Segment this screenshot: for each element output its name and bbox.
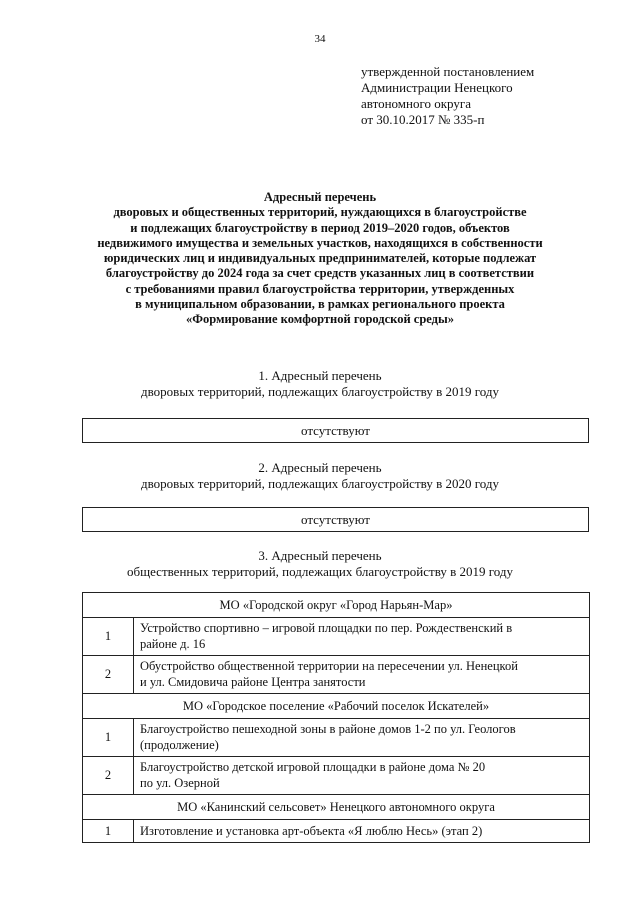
- title-line: благоустройству до 2024 года за счет средств указанных лиц в соответствии: [105, 266, 535, 281]
- description-line: Благоустройство пешеходной зоны в районе домов 1-2 по ул. Геологов: [140, 722, 516, 736]
- section-title: 2. Адресный перечень: [258, 460, 382, 475]
- description-line: и ул. Смидовича районе Центра занятости: [140, 675, 366, 689]
- group-header-row: [83, 795, 590, 820]
- row-number: 1: [83, 719, 134, 757]
- section-title: 3. Адресный перечень: [258, 548, 382, 563]
- group-name: МО «Городское поселение «Рабочий поселок Искателей»: [83, 694, 590, 719]
- approval-line: от 30.10.2017 № 335-п: [361, 112, 485, 127]
- section-2-status-box: отсутствуют: [82, 507, 589, 532]
- section-subtitle: дворовых территорий, подлежащих благоустройству в 2019 году: [141, 384, 499, 399]
- row-number: 1: [83, 820, 134, 843]
- page-number: 34: [314, 33, 326, 45]
- title-line: и подлежащих благоустройству в период 2019–2020 годов, объектов: [130, 220, 510, 235]
- description-line: Благоустройство детской игровой площадки в районе дома № 20: [140, 760, 486, 774]
- section-2-heading: [60, 460, 580, 492]
- title-line: Адресный перечень: [263, 190, 377, 204]
- row-description: [134, 656, 590, 694]
- public-territories-table: [82, 592, 590, 843]
- description-line: по ул. Озерной: [140, 776, 220, 790]
- group-name: МО «Канинский сельсовет» Ненецкого автономного округа: [83, 795, 590, 820]
- title-line: дворовых и общественных территорий, нуждающихся в благоустройстве: [113, 205, 527, 220]
- approval-line: Администрации Ненецкого: [361, 80, 513, 95]
- section-3-heading: [60, 548, 580, 580]
- row-description: [134, 820, 590, 843]
- title-line: «Формирование комфортной городской среды»: [185, 312, 454, 327]
- approval-line: утвержденной постановлением: [361, 64, 535, 79]
- row-number: 1: [83, 618, 134, 656]
- section-subtitle: общественных территорий, подлежащих благоустройству в 2019 году: [126, 564, 514, 579]
- section-1-status-box: отсутствуют: [82, 418, 589, 443]
- group-header-row: [83, 694, 590, 719]
- group-name: МО «Городской округ «Город Нарьян-Мар»: [83, 593, 590, 618]
- description-line: Устройство спортивно – игровой площадки по пер. Рождественский в: [140, 621, 513, 635]
- title-line: с требованиями правил благоустройства территории, утвержденных: [125, 281, 515, 296]
- table-row: [83, 820, 590, 843]
- table-row: [83, 618, 590, 656]
- description-line: районе д. 16: [140, 637, 206, 651]
- row-description: [134, 618, 590, 656]
- row-description: [134, 719, 590, 757]
- table-row: [83, 719, 590, 757]
- section-subtitle: дворовых территорий, подлежащих благоустройству в 2020 году: [141, 476, 499, 491]
- description-line: Обустройство общественной территории на пересечении ул. Ненецкой: [140, 659, 518, 673]
- section-title: 1. Адресный перечень: [258, 368, 382, 383]
- document-title: [60, 190, 580, 328]
- title-line: в муниципальном образовании, в рамках регионального проекта: [135, 297, 505, 312]
- approval-block: [361, 64, 534, 128]
- approval-line: автономного округа: [361, 96, 471, 111]
- description-line: (продолжение): [140, 738, 219, 752]
- row-number: 2: [83, 757, 134, 795]
- group-header-row: [83, 593, 590, 618]
- row-number: 2: [83, 656, 134, 694]
- row-description: [134, 757, 590, 795]
- title-line: недвижимого имущества и земельных участков, находящихся в собственности: [97, 235, 543, 250]
- description-line: Изготовление и установка арт-объекта «Я люблю Несь» (этап 2): [140, 823, 483, 838]
- title-line: юридических лиц и индивидуальных предпринимателей, которые подлежат: [103, 251, 537, 266]
- section-1-heading: [60, 368, 580, 400]
- table-row: [83, 757, 590, 795]
- table-row: [83, 656, 590, 694]
